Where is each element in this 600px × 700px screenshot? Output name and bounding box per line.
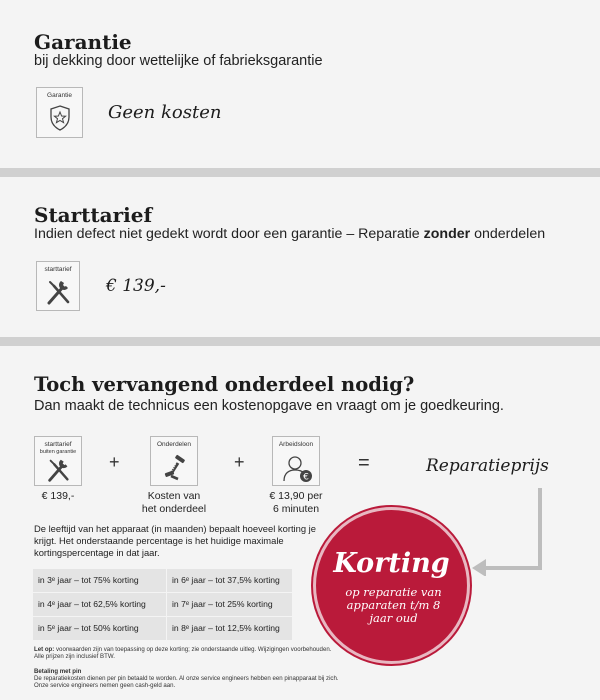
table-row	[33, 593, 293, 616]
start-rate-item-label	[35, 441, 81, 456]
start-rate-item-box	[34, 436, 82, 486]
payment-note	[34, 668, 364, 689]
warranty-icon-box	[36, 87, 83, 138]
terms-note-text2: Alle prijzen zijn inclusief BTW.	[34, 653, 115, 660]
discount-explanation: De leeftijd van het apparaat (in maanden) bepaalt hoeveel korting je krijgt. Het onderstaande percentage is het huidige maximale kortingspercentage in dat jaar.	[34, 523, 316, 558]
parts-item-box	[150, 436, 198, 486]
start-rate-item-label-1: starttarief	[44, 441, 72, 448]
shield-star-icon	[49, 104, 71, 132]
warranty-subtitle: bij dekking door wettelijke of fabrieksgarantie	[34, 53, 323, 69]
discount-badge	[313, 507, 470, 664]
payment-note-title: Betaling met pin	[34, 668, 82, 675]
start-rate-subtitle	[34, 226, 545, 242]
labor-item-label: Arbeidsloon	[278, 441, 314, 448]
payment-note-line2: Onze service engineers nemen geen cash-geld aan.	[34, 682, 176, 689]
tools-icon	[45, 456, 73, 484]
parts-item-caption-2: het onderdeel	[141, 503, 207, 515]
terms-note-label: Let op:	[34, 646, 55, 653]
warranty-title: Garantie	[34, 30, 132, 54]
discount-table	[33, 569, 293, 641]
screws-icon	[163, 454, 189, 482]
technician-euro-icon	[282, 453, 314, 483]
table-cell: in 6ᵉ jaar – tot 37,5% korting	[167, 569, 292, 592]
table-row	[33, 569, 293, 592]
discount-badge-text: op reparatie van apparaten t/m 8 jaar oud	[345, 585, 442, 625]
labor-item-caption-2: 6 minuten	[272, 503, 320, 515]
parts-item-label: Onderdelen	[157, 441, 191, 448]
start-rate-item-caption-1: € 139,-	[41, 490, 75, 502]
replacement-title: Toch vervangend onderdeel nodig?	[34, 373, 415, 396]
arrow-down-left-icon	[470, 488, 546, 576]
table-row	[33, 617, 293, 640]
discount-badge-title: Korting	[333, 548, 450, 579]
replacement-subtitle: Dan maakt de technicus een kostenopgave en vraagt om je goedkeuring.	[34, 398, 504, 414]
labor-item-caption	[258, 490, 334, 516]
divider	[0, 337, 600, 346]
parts-item-caption	[136, 490, 212, 516]
table-cell: in 4ᵉ jaar – tot 62,5% korting	[33, 593, 166, 616]
start-rate-subtitle-bold: zonder	[423, 226, 471, 242]
plus-sign: +	[109, 452, 120, 472]
divider	[0, 168, 600, 177]
plus-sign: +	[234, 452, 245, 472]
start-rate-item-label-2: buiten garantie	[39, 449, 77, 455]
equals-sign: =	[358, 452, 370, 474]
warranty-icon-label: Garantie	[47, 92, 72, 99]
start-rate-price: € 139,-	[106, 276, 166, 296]
start-rate-icon-box	[36, 261, 80, 311]
warranty-price: Geen kosten	[108, 102, 222, 123]
repair-price-label: Reparatieprijs	[426, 456, 549, 476]
start-rate-title: Starttarief	[34, 203, 153, 227]
labor-item-caption-1: € 13,90 per	[269, 490, 323, 502]
start-rate-subtitle-end: onderdelen	[470, 226, 546, 242]
tools-icon	[45, 277, 73, 307]
terms-note	[34, 646, 334, 660]
table-cell: in 8ᵉ jaar – tot 12,5% korting	[167, 617, 292, 640]
terms-note-text: voorwaarden zijn van toepassing op deze korting; zie onderstaande uitleg. Wijzigingen voorbehouden.	[54, 646, 332, 653]
start-rate-item-caption	[20, 490, 96, 503]
start-rate-icon-label: starttarief	[44, 266, 72, 273]
payment-note-line1: De reparatiekosten dienen per pin betaald te worden. Al onze service engineers hebben een pinapparaat bij zich.	[34, 675, 339, 682]
table-cell: in 7ᵉ jaar – tot 25% korting	[167, 593, 292, 616]
parts-item-caption-1: Kosten van	[147, 490, 201, 502]
svg-text:€: €	[303, 472, 309, 483]
table-cell: in 5ᵉ jaar – tot 50% korting	[33, 617, 166, 640]
start-rate-subtitle-text: Indien defect niet gedekt wordt door een garantie – Reparatie	[34, 226, 424, 242]
labor-item-box	[272, 436, 320, 486]
table-cell: in 3ᵉ jaar – tot 75% korting	[33, 569, 166, 592]
